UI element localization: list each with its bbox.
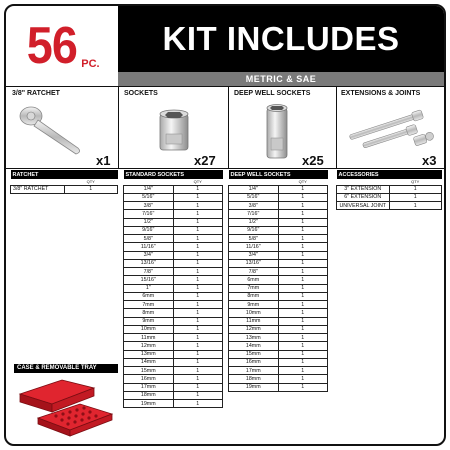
table-row	[124, 383, 223, 391]
table-row	[229, 292, 328, 300]
item-qty: 1	[389, 193, 442, 201]
table-row	[229, 243, 328, 251]
item-name: 15mm	[124, 367, 174, 375]
item-name: 18mm	[124, 391, 174, 399]
item-name: 7mm	[229, 284, 279, 292]
category-qty-sockets: x27	[194, 153, 216, 168]
kit-card	[4, 4, 446, 446]
table-row	[124, 309, 223, 317]
table-row	[229, 268, 328, 276]
extension-icon	[346, 106, 441, 156]
page-title: KIT INCLUDES	[162, 20, 400, 57]
item-name: 11/16"	[124, 243, 174, 251]
item-name: 14mm	[229, 342, 279, 350]
item-name: 19mm	[229, 383, 279, 391]
table-row	[229, 193, 328, 201]
item-qty: 1	[64, 185, 118, 193]
item-qty: 1	[278, 276, 328, 284]
item-name: 7/8"	[229, 268, 279, 276]
item-qty: 1	[173, 226, 223, 234]
item-qty: 1	[278, 383, 328, 391]
table-row	[229, 342, 328, 350]
item-name: 1/2"	[124, 218, 174, 226]
item-qty: 1	[173, 235, 223, 243]
item-name: 12mm	[229, 325, 279, 333]
deep-socket-rows	[229, 185, 328, 391]
piece-count-badge	[6, 6, 118, 86]
item-name: 6mm	[229, 276, 279, 284]
item-name: 15/16"	[124, 276, 174, 284]
item-name: 14mm	[124, 358, 174, 366]
title-banner	[118, 6, 444, 72]
table-row	[337, 193, 442, 201]
item-name: 1"	[124, 284, 174, 292]
case-label: CASE & REMOVABLE TRAY	[14, 364, 118, 373]
item-qty: 1	[173, 391, 223, 399]
table-row	[229, 210, 328, 218]
item-name: 3" EXTENSION	[337, 185, 390, 193]
item-qty: 1	[278, 350, 328, 358]
deep-socket-icon	[262, 102, 292, 162]
item-qty: 1	[173, 210, 223, 218]
item-name: 10mm	[124, 325, 174, 333]
case-tray-icon	[16, 376, 116, 440]
table-row	[229, 226, 328, 234]
category-label-deep-well: DEEP WELL SOCKETS	[234, 90, 311, 97]
socket-icon	[154, 106, 194, 156]
accessory-rows	[337, 185, 442, 210]
qty-header: QTY	[173, 179, 223, 185]
item-qty: 1	[389, 185, 442, 193]
item-qty: 1	[278, 226, 328, 234]
item-qty: 1	[278, 375, 328, 383]
item-qty: 1	[278, 202, 328, 210]
standard-sockets-table	[123, 170, 223, 408]
table-row	[124, 268, 223, 276]
item-name: 19mm	[124, 400, 174, 408]
item-name: 16mm	[229, 358, 279, 366]
item-name: 16mm	[124, 375, 174, 383]
page-subtitle: METRIC & SAE	[245, 74, 317, 84]
item-qty: 1	[173, 218, 223, 226]
table-row	[229, 259, 328, 267]
item-name: 8mm	[229, 292, 279, 300]
item-qty: 1	[173, 284, 223, 292]
table-row	[229, 350, 328, 358]
item-name: 6" EXTENSION	[337, 193, 390, 201]
item-qty: 1	[173, 202, 223, 210]
item-name: 5/8"	[124, 235, 174, 243]
item-name: 1/4"	[229, 185, 279, 193]
item-name: 13mm	[124, 350, 174, 358]
item-name: UNIVERSAL JOINT	[337, 202, 390, 210]
item-name: 1/4"	[124, 185, 174, 193]
item-qty: 1	[173, 400, 223, 408]
item-qty: 1	[278, 358, 328, 366]
table-row	[229, 383, 328, 391]
table-row	[229, 358, 328, 366]
table-row	[337, 185, 442, 193]
category-label-sockets: SOCKETS	[124, 90, 158, 97]
divider	[118, 86, 119, 168]
item-qty: 1	[173, 325, 223, 333]
table-header: DEEP WELL SOCKETS	[229, 170, 328, 179]
item-name: 11mm	[229, 317, 279, 325]
item-qty: 1	[278, 251, 328, 259]
item-qty: 1	[278, 268, 328, 276]
table-row	[229, 218, 328, 226]
item-qty: 1	[278, 342, 328, 350]
divider	[6, 86, 444, 87]
item-qty: 1	[278, 325, 328, 333]
table-row	[124, 367, 223, 375]
item-name: 15mm	[229, 350, 279, 358]
table-row	[124, 334, 223, 342]
item-name: 13mm	[229, 334, 279, 342]
item-name: 11mm	[124, 334, 174, 342]
item-qty: 1	[389, 202, 442, 210]
table-row	[229, 317, 328, 325]
table-row	[124, 276, 223, 284]
table-row	[124, 391, 223, 399]
item-qty: 1	[278, 193, 328, 201]
deep-well-sockets-table	[228, 170, 328, 392]
item-name: 11/16"	[229, 243, 279, 251]
divider	[6, 168, 444, 169]
category-label-ratchet: 3/8" RATCHET	[12, 90, 60, 97]
item-name: 9mm	[124, 317, 174, 325]
table-row	[11, 185, 118, 193]
item-name: 5/16"	[229, 193, 279, 201]
table-row	[124, 350, 223, 358]
table-row	[229, 276, 328, 284]
qty-header: QTY	[278, 179, 328, 185]
item-qty: 1	[173, 259, 223, 267]
ratchet-icon	[16, 102, 86, 158]
table-row	[229, 375, 328, 383]
table-row	[124, 251, 223, 259]
accessories-table	[336, 170, 442, 210]
item-qty: 1	[173, 375, 223, 383]
item-qty: 1	[173, 268, 223, 276]
item-qty: 1	[173, 251, 223, 259]
item-qty: 1	[173, 185, 223, 193]
divider	[228, 86, 229, 168]
table-row	[124, 243, 223, 251]
table-row	[124, 375, 223, 383]
item-name: 3/8" RATCHET	[11, 185, 65, 193]
item-qty: 1	[278, 317, 328, 325]
item-name: 7/8"	[124, 268, 174, 276]
item-qty: 1	[278, 259, 328, 267]
subtitle-banner	[118, 72, 444, 86]
category-qty-ratchet: x1	[96, 153, 111, 168]
table-row	[124, 235, 223, 243]
divider	[336, 86, 337, 168]
item-qty: 1	[173, 367, 223, 375]
piece-unit: PC.	[81, 58, 100, 70]
item-qty: 1	[278, 292, 328, 300]
table-row	[229, 309, 328, 317]
table-row	[124, 317, 223, 325]
item-name: 7/16"	[124, 210, 174, 218]
item-qty: 1	[173, 358, 223, 366]
item-qty: 1	[173, 276, 223, 284]
table-row	[229, 251, 328, 259]
table-row	[229, 284, 328, 292]
table-row	[124, 210, 223, 218]
category-qty-deep-well: x25	[302, 153, 324, 168]
item-qty: 1	[173, 243, 223, 251]
item-qty: 1	[173, 301, 223, 309]
table-row	[229, 334, 328, 342]
table-row	[124, 193, 223, 201]
piece-count: 56	[27, 17, 78, 75]
table-row	[124, 342, 223, 350]
item-name: 7mm	[124, 301, 174, 309]
item-name: 13/16"	[124, 259, 174, 267]
qty-header: QTY	[64, 179, 118, 185]
item-name: 9/16"	[124, 226, 174, 234]
item-name: 3/8"	[124, 202, 174, 210]
item-qty: 1	[278, 218, 328, 226]
table-row	[229, 185, 328, 193]
item-qty: 1	[278, 210, 328, 218]
item-name: 5/8"	[229, 235, 279, 243]
item-qty: 1	[278, 185, 328, 193]
item-name: 1/2"	[229, 218, 279, 226]
table-row	[229, 367, 328, 375]
standard-socket-rows	[124, 185, 223, 408]
item-qty: 1	[278, 301, 328, 309]
table-row	[337, 202, 442, 210]
table-row	[124, 292, 223, 300]
table-row	[229, 301, 328, 309]
item-qty: 1	[173, 193, 223, 201]
table-row	[124, 400, 223, 408]
item-name: 3/8"	[229, 202, 279, 210]
table-row	[229, 325, 328, 333]
item-name: 13/16"	[229, 259, 279, 267]
table-row	[124, 202, 223, 210]
table-row	[124, 284, 223, 292]
item-name: 18mm	[229, 375, 279, 383]
category-qty-extensions: x3	[422, 153, 437, 168]
item-qty: 1	[278, 309, 328, 317]
ratchet-table	[10, 170, 118, 194]
item-qty: 1	[173, 292, 223, 300]
table-row	[124, 185, 223, 193]
item-qty: 1	[278, 243, 328, 251]
item-qty: 1	[173, 334, 223, 342]
ratchet-rows	[11, 185, 118, 193]
item-name: 7/16"	[229, 210, 279, 218]
table-row	[124, 259, 223, 267]
item-name: 9mm	[229, 301, 279, 309]
item-name: 8mm	[124, 309, 174, 317]
item-qty: 1	[173, 342, 223, 350]
item-name: 17mm	[124, 383, 174, 391]
table-row	[124, 301, 223, 309]
table-row	[124, 218, 223, 226]
item-qty: 1	[278, 284, 328, 292]
item-name: 10mm	[229, 309, 279, 317]
table-row	[124, 226, 223, 234]
item-qty: 1	[173, 317, 223, 325]
item-name: 9/16"	[229, 226, 279, 234]
item-qty: 1	[278, 367, 328, 375]
item-name: 17mm	[229, 367, 279, 375]
table-row	[229, 235, 328, 243]
table-row	[229, 202, 328, 210]
category-label-extensions: EXTENSIONS & JOINTS	[341, 90, 421, 97]
item-name: 6mm	[124, 292, 174, 300]
item-qty: 1	[173, 350, 223, 358]
item-qty: 1	[173, 383, 223, 391]
item-qty: 1	[173, 309, 223, 317]
table-row	[124, 358, 223, 366]
item-name: 5/16"	[124, 193, 174, 201]
qty-header: QTY	[389, 179, 442, 185]
item-name: 12mm	[124, 342, 174, 350]
table-row	[124, 325, 223, 333]
table-header: ACCESSORIES	[337, 170, 442, 179]
table-header: RATCHET	[11, 170, 118, 179]
item-name: 3/4"	[124, 251, 174, 259]
item-qty: 1	[278, 334, 328, 342]
item-name: 3/4"	[229, 251, 279, 259]
item-qty: 1	[278, 235, 328, 243]
table-header: STANDARD SOCKETS	[124, 170, 223, 179]
